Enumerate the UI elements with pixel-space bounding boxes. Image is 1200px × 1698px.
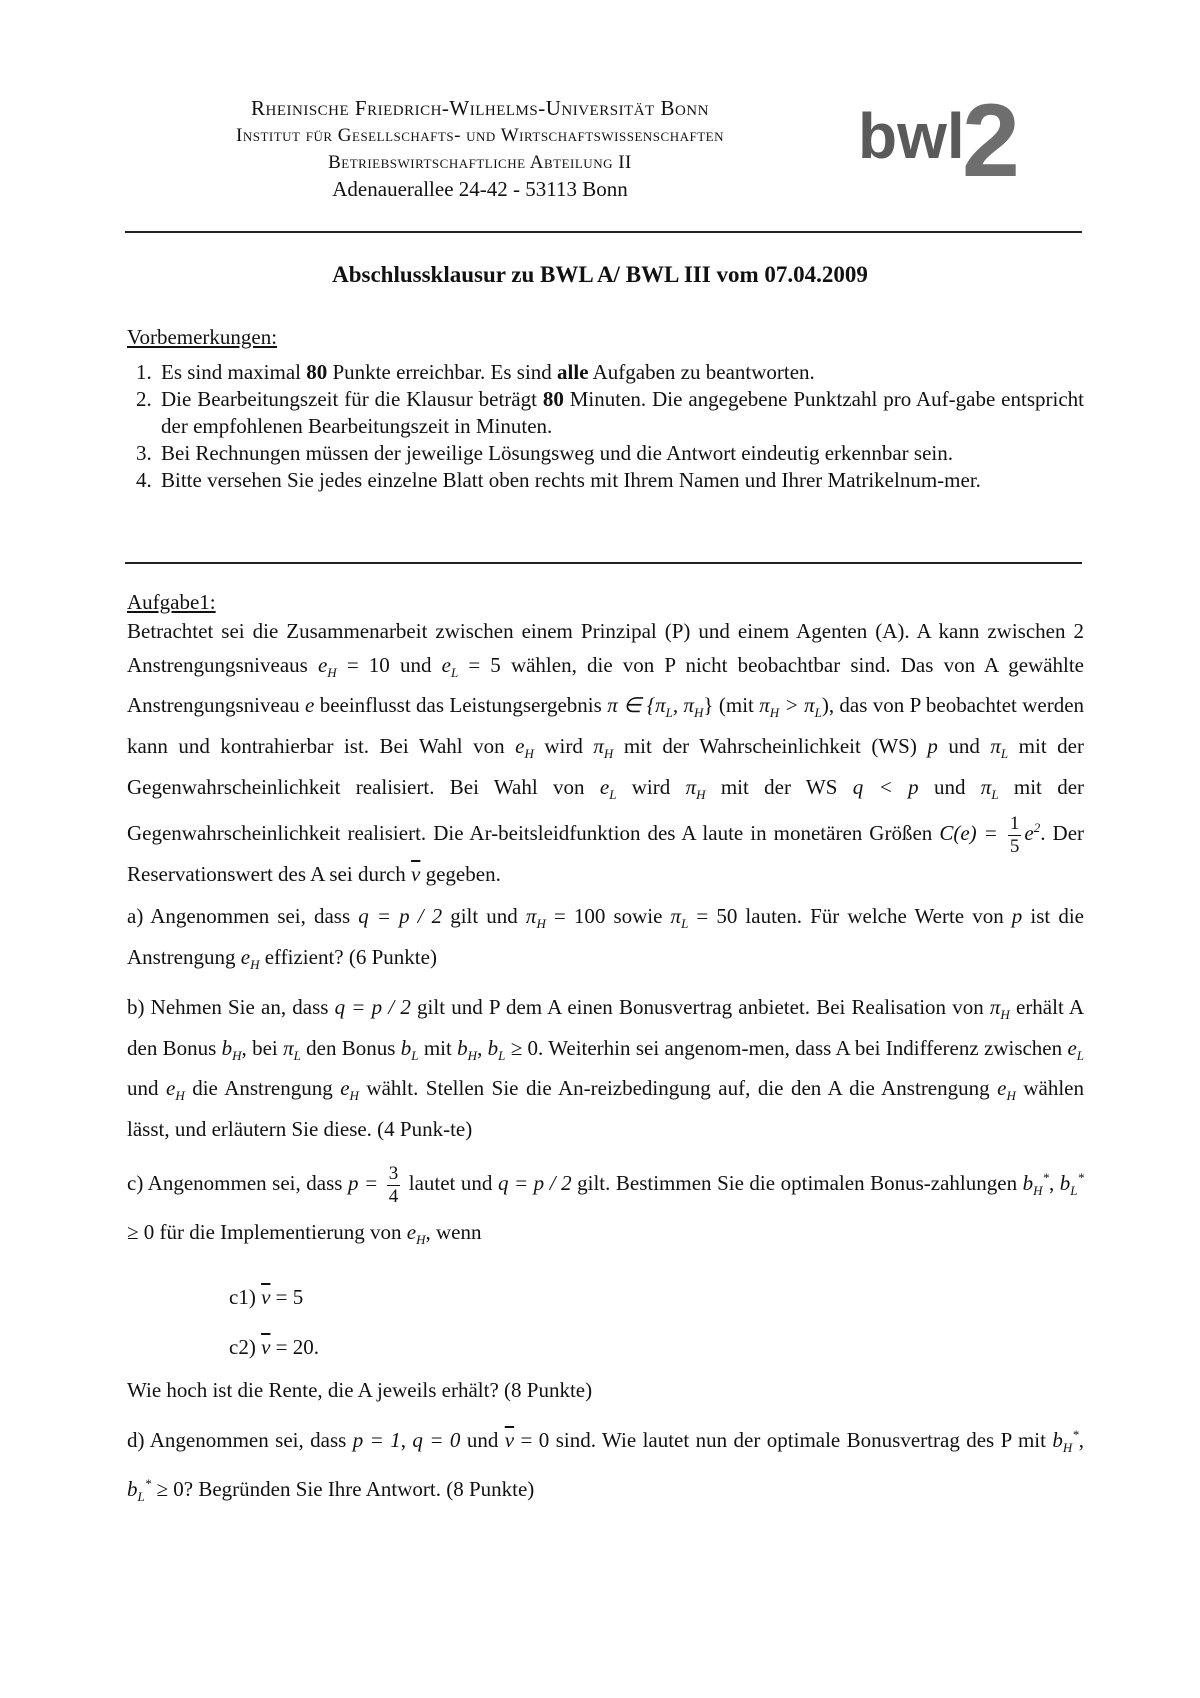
university-name: Rheinische Friedrich-Wilhelms-Universität Bonn: [251, 96, 709, 120]
bwl2-logo: [858, 92, 1048, 187]
exam-title: Abschlussklausur zu BWL A/ BWL III vom 07.04.2009: [332, 262, 868, 287]
rent-question: Wie hoch ist die Rente, die A jeweils erhält? (8 Punkte): [127, 1377, 593, 1402]
remarks-section: [127, 325, 1084, 494]
remark-item: 2. Die Bearbeitungszeit für die Klausur beträgt 80 Minuten. Die angegebene Punktzahl pro Auf-gabe entspricht der empfohlenen Bearbeitungszeit in Minuten.: [157, 386, 1084, 440]
institute-name: Institut für Gesellschafts- und Wirtschaftswissenschaften: [236, 125, 724, 146]
case-c2: c2) $\overline{v} = 20$.: [229, 1334, 319, 1359]
task-heading: Aufgabe1:: [127, 590, 216, 614]
remarks-heading: Vorbemerkungen:: [127, 325, 278, 349]
remark-item: 3. Bei Rechnungen müssen der jeweilige Lösungsweg und die Antwort eindeutig erkennbar sein.: [157, 440, 1084, 467]
case-c1: c1) $\overline{v} = 5$: [229, 1284, 304, 1309]
header-divider: [125, 231, 1082, 233]
remark-item: 1. Es sind maximal 80 Punkte erreichbar. Es sind alle Aufgaben zu beantworten.: [157, 359, 1084, 386]
question-c: c) Angenommen sei, dass p = $\frac{3}{4}$ lautet und q = p / 2 gilt. Bestimmen Sie die optimalen Bonus-zahlungen $b_H^*$, $b_L^* \ge 0$ für die Implementierung von $e_H$, wenn: [127, 1163, 1085, 1247]
p-fraction: $\frac{3}{4}$: [388, 1163, 399, 1208]
remark-item: 4. Bitte versehen Sie jedes einzelne Blatt oben rechts mit Ihrem Namen und Ihrer Matrikelnum-mer.: [157, 467, 1084, 494]
question-a: a) Angenommen sei, dass q = p / 2 gilt und $\pi_H = 100$ sowie $\pi_L = 50$ lauten. Für welche Werte von p ist die Anstrengung $e_H$ effizient? (6 Punkte): [127, 904, 1084, 973]
logo-text-2: 2: [962, 92, 1020, 187]
letterhead: [120, 95, 840, 203]
remarks-list: [127, 359, 1084, 494]
task-section: [127, 590, 1084, 1515]
section-divider: [125, 562, 1082, 564]
department-name: Betriebswirtschaftliche Abteilung II: [328, 152, 632, 173]
question-b: b) Nehmen Sie an, dass q = p / 2 gilt und P dem A einen Bonusvertrag anbietet. Bei Realisation von $\pi_H$ erhält A den Bonus $b_H$, bei $\pi_L$ den Bonus $b_L$ mit $b_H$, $b_L \ge 0$. Weiterhin sei angenom-men, dass A bei Indifferenz zwischen $e_L$ und $e_H$ die Anstrengung $e_H$ wählt. Stellen Sie die An-reizbedingung auf, die den A die Anstrengung $e_H$ wählen lässt, und erläutern Sie diese. (4 Punk-te): [127, 994, 1085, 1141]
logo-text-bwl: bwl: [858, 100, 965, 172]
address: Adenauerallee 24-42 - 53113 Bonn: [332, 177, 628, 201]
task-intro: Betrachtet sei die Zusammenarbeit zwischen einem Prinzipal (P) und einem Agenten (A). A kann zwischen 2 Anstrengungsniveaus $e_H = 10$ und $e_L = 5$ wählen, die von P nicht beobachtbar sind. Das von A gewählte Anstrengungsniveau e beeinflusst das Leistungsergebnis π ∈ {$\pi_L$, $\pi_H$} (mit $\pi_H > \pi_L$), das von P beobachtet werden kann und kontrahierbar ist. Bei Wahl von $e_H$ wird $\pi_H$ mit der Wahrscheinlichkeit (WS) p und $\pi_L$ mit der Gegenwahrscheinlichkeit realisiert. Bei Wahl von $e_L$ wird $\pi_H$ mit der WS q < p und $\pi_L$ mit der Gegenwahrscheinlichkeit realisiert. Die Ar-beitsleidfunktion des A laute in monetären Größen C(e) = $\frac{1}{5}$ $e^2$. Der Reservationswert des A sei durch $\overline{v}$ gegeben.: [127, 619, 1085, 886]
cost-fraction: $\frac{1}{5}$: [1009, 812, 1020, 857]
question-d: d) Angenommen sei, dass p = 1, q = 0 und $\overline{v} = 0$ sind. Wie lautet nun der optimale Bonusvertrag des P mit $b_H^*$, $b_L^* \ge 0$? Begründen Sie Ihre Antwort. (8 Punkte): [127, 1426, 1085, 1505]
